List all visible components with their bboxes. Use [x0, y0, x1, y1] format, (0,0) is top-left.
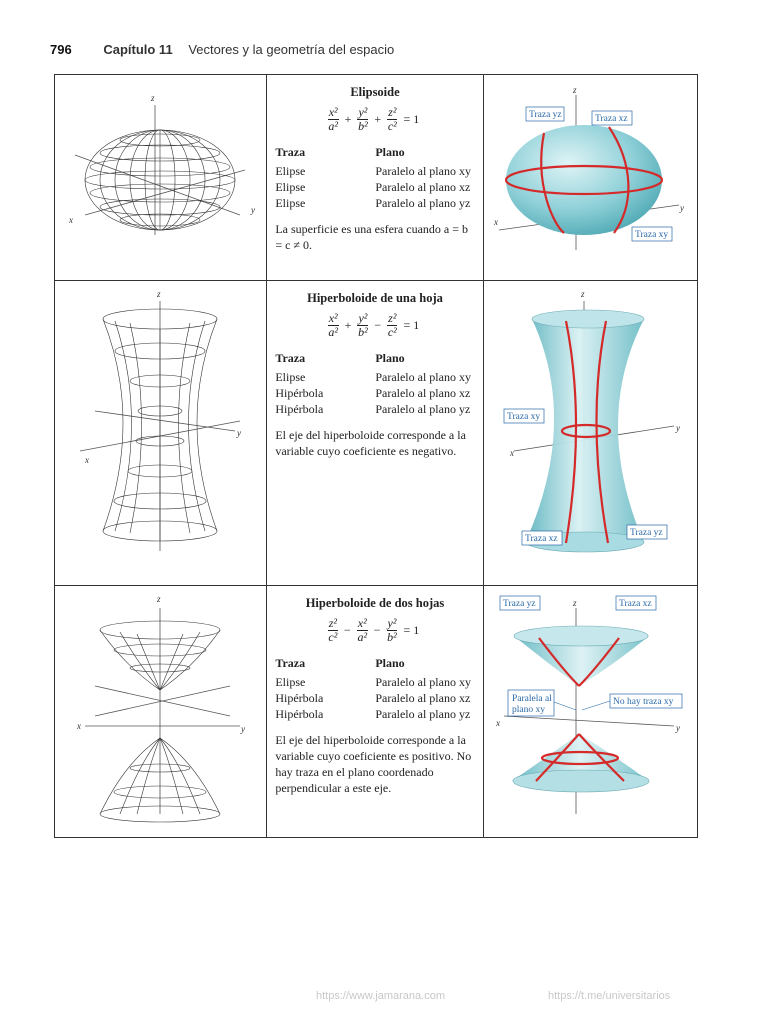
z-axis-label: z	[157, 289, 161, 299]
trace-table-header	[275, 145, 474, 160]
eq-term-denominator: c²	[387, 119, 397, 133]
x-axis-label: x	[69, 215, 73, 225]
label-text: plano xy	[511, 705, 545, 715]
eq-operator: +	[344, 112, 352, 126]
trace-plane: Paralelo al plano yz	[375, 402, 471, 416]
eq-term-denominator: a²	[328, 325, 338, 339]
hyperboloid-two-description: El eje del hiperboloide corresponde a la variable cuyo coeficiente es positivo. No hay traza en el plano coordenado perpendicular a este eje.	[275, 733, 472, 795]
label-traza-yz	[500, 596, 540, 610]
ellipsoid-row	[55, 75, 698, 281]
trace-type: Hipérbola	[275, 402, 324, 416]
chapter-title: Vectores y la geometría del espacio	[188, 42, 395, 57]
x-axis-label: x	[85, 455, 89, 465]
trace-row	[275, 179, 474, 195]
label-traza-xz	[522, 531, 562, 545]
hyperboloid-one-traces-cell	[483, 281, 697, 586]
y-axis-label: y	[675, 723, 680, 733]
hyperboloid-one-equation	[275, 312, 474, 339]
x-axis-label: x	[509, 448, 514, 458]
label-text: No hay traza xy	[612, 697, 674, 707]
label-text: Traza xz	[594, 114, 628, 124]
trace-column-header: Traza	[275, 351, 306, 365]
hyperboloid-two-info-cell	[267, 586, 483, 838]
y-axis-label: y	[679, 203, 684, 213]
hyperboloid-two-equation	[275, 617, 474, 644]
eq-term-denominator: b²	[358, 325, 368, 339]
trace-row	[275, 385, 474, 401]
ellipsoid-wireframe-cell	[55, 75, 267, 281]
eq-term-denominator: b²	[387, 630, 397, 644]
y-axis-label: y	[251, 205, 255, 215]
hyperboloid-two-wireframe-figure	[55, 586, 266, 826]
hyperboloid-one-title: Hiperboloide de una hoja	[307, 291, 443, 305]
eq-operator: −	[374, 318, 382, 332]
trace-plane: Paralelo al plano xz	[375, 180, 471, 194]
plane-column-header: Plano	[375, 351, 405, 365]
label-text: Traza yz	[629, 528, 663, 538]
z-axis-label: z	[151, 93, 155, 103]
label-traza-yz	[526, 107, 564, 121]
trace-row	[275, 690, 474, 706]
eq-term-numerator: z²	[388, 311, 397, 325]
ellipsoid-title: Elipsoide	[350, 85, 400, 99]
hyperboloid-two-traces-cell	[483, 586, 697, 838]
trace-type: Elipse	[275, 164, 306, 178]
hyperboloid-one-wireframe-cell	[55, 281, 267, 586]
watermark-right: https://t.me/universitarios	[548, 990, 671, 1002]
eq-term-numerator: y²	[358, 105, 368, 119]
trace-row	[275, 674, 474, 690]
label-traza-yz	[627, 525, 667, 539]
page-header	[50, 42, 394, 57]
trace-row	[275, 163, 474, 179]
y-axis-label: y	[237, 428, 241, 438]
page-number: 796	[50, 42, 72, 57]
label-traza-xz	[616, 596, 656, 610]
trace-plane: Paralelo al plano yz	[375, 707, 471, 721]
label-no-hay-traza-xy	[610, 694, 682, 708]
eq-rhs: = 1	[403, 623, 420, 637]
label-text: Paralela al	[511, 694, 552, 704]
hyperboloid-one-sheet-row	[55, 281, 698, 586]
label-traza-xz	[592, 111, 632, 125]
trace-type: Elipse	[275, 675, 306, 689]
watermark-left: https://www.jamarana.com	[316, 990, 445, 1002]
label-text: Traza yz	[528, 110, 562, 120]
eq-term-denominator: c²	[328, 630, 338, 644]
z-axis-label: z	[572, 85, 577, 95]
trace-plane: Paralelo al plano xy	[375, 370, 471, 384]
ellipsoid-traces-figure	[484, 75, 697, 269]
eq-operator: +	[374, 112, 382, 126]
trace-row	[275, 369, 474, 385]
eq-term-numerator: z²	[388, 105, 397, 119]
trace-type: Hipérbola	[275, 691, 324, 705]
quadric-surfaces-table	[54, 74, 698, 838]
label-text: Traza xz	[524, 534, 558, 544]
ellipsoid-equation	[275, 106, 474, 133]
x-axis-label: x	[495, 718, 500, 728]
trace-column-header: Traza	[275, 145, 306, 159]
eq-operator: −	[344, 623, 351, 637]
label-text: Traza xz	[618, 599, 652, 609]
eq-rhs: = 1	[403, 318, 420, 332]
trace-plane: Paralelo al plano xy	[375, 675, 471, 689]
hyperboloid-two-title: Hiperboloide de dos hojas	[305, 596, 445, 610]
trace-type: Elipse	[275, 196, 306, 210]
z-axis-label: z	[572, 598, 577, 608]
y-axis-label: y	[241, 724, 245, 734]
label-text: Traza xy	[506, 412, 540, 422]
trace-row	[275, 706, 474, 722]
ellipsoid-info-cell	[267, 75, 483, 281]
eq-term-numerator: y²	[358, 311, 368, 325]
eq-operator: +	[344, 318, 352, 332]
eq-term-numerator: z²	[328, 616, 338, 630]
x-axis-label: x	[77, 721, 81, 731]
hyperboloid-one-description: El eje del hiperboloide corresponde a la variable cuyo coeficiente es negativo.	[275, 428, 466, 458]
trace-plane: Paralelo al plano xz	[375, 691, 471, 705]
z-axis-label: z	[157, 594, 161, 604]
trace-type: Hipérbola	[275, 386, 324, 400]
ellipsoid-traces-cell	[483, 75, 697, 281]
z-axis-label: z	[580, 289, 585, 299]
eq-term-numerator: x²	[328, 105, 338, 119]
trace-plane: Paralelo al plano yz	[375, 196, 471, 210]
ellipsoid-description: La superficie es una esfera cuando a = b = c ≠ 0.	[275, 222, 469, 252]
label-traza-xy	[632, 227, 672, 241]
x-axis-label: x	[493, 217, 498, 227]
hyperboloid-two-traces-figure	[484, 586, 697, 826]
label-text: Traza xy	[634, 230, 668, 240]
trace-type: Elipse	[275, 370, 306, 384]
trace-plane: Paralelo al plano xz	[375, 386, 471, 400]
trace-column-header: Traza	[275, 656, 306, 670]
hyperboloid-two-sheets-row	[55, 586, 698, 838]
eq-term-numerator: x²	[328, 311, 338, 325]
eq-operator: −	[373, 623, 381, 637]
eq-term-denominator: b²	[358, 119, 368, 133]
trace-type: Hipérbola	[275, 707, 324, 721]
hyperboloid-one-wireframe-figure	[55, 281, 266, 574]
trace-row	[275, 195, 474, 211]
eq-term-denominator: c²	[387, 325, 397, 339]
hyperboloid-one-info-cell	[267, 281, 483, 586]
eq-term-numerator: y²	[387, 616, 397, 630]
eq-term-denominator: a²	[357, 630, 368, 644]
ellipsoid-wireframe-figure	[55, 75, 266, 269]
label-traza-xy	[504, 409, 544, 423]
y-axis-label: y	[675, 423, 680, 433]
eq-rhs: = 1	[403, 112, 420, 126]
trace-type: Elipse	[275, 180, 306, 194]
hyperboloid-two-wireframe-cell	[55, 586, 267, 838]
hyperboloid-one-traces-figure	[484, 281, 697, 574]
eq-term-numerator: x²	[357, 616, 367, 630]
chapter-label: Capítulo 11	[103, 42, 173, 57]
trace-table-header	[275, 656, 474, 671]
label-text: Traza yz	[502, 599, 536, 609]
trace-row	[275, 401, 474, 417]
plane-column-header: Plano	[375, 656, 405, 670]
plane-column-header: Plano	[375, 145, 405, 159]
label-paralela-plano-xy	[508, 690, 554, 716]
trace-table-header	[275, 351, 474, 366]
trace-plane: Paralelo al plano xy	[375, 164, 471, 178]
eq-term-denominator: a²	[328, 119, 338, 133]
